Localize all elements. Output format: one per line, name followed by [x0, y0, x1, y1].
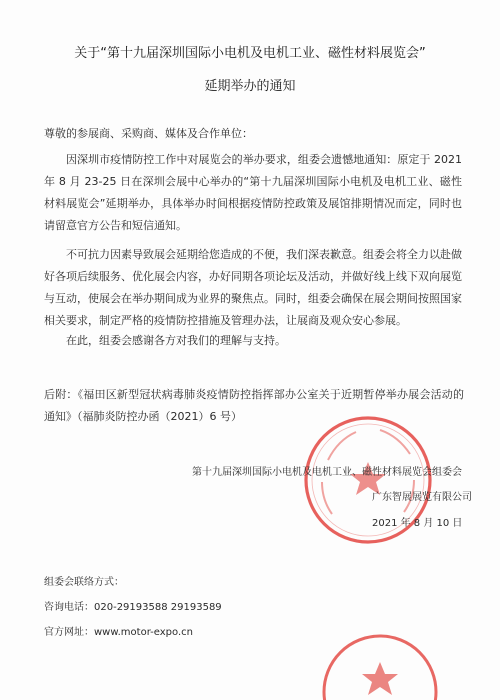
- paragraph-postponement: 因深圳市疫情防控工作中对展览会的举办要求，组委会遗憾地通知：原定于 2021 年 8 月 23-25 日在深圳会展中心举办的“第十九届深圳国际小电机及电机工业、磁性材料展览会”延期举办，具体举办时间根据疫情防控政策及展馆排期情况而定，同时也请留意官方公告和短信通知。: [44, 153, 462, 232]
- attachment-note: 后附：《福田区新型冠状病毒肺炎疫情防控指挥部办公室关于近期暂停举办展会活动的通知》（福肺炎防控办函（2021）6 号）: [44, 388, 464, 423]
- contact-website: 官方网址：www.motor-expo.cn: [44, 627, 193, 638]
- notice-title-line1: 关于“第十九届深圳国际小电机及电机工业、磁性材料展览会”: [74, 46, 426, 61]
- contact-heading: 组委会联络方式：: [44, 577, 124, 588]
- signature-organizer: 第十九届深圳国际小电机及电机工业、磁性材料展览会组委会: [192, 467, 462, 478]
- contact-phone: 咨询电话：020-29193588 29193589: [44, 602, 222, 613]
- signature-company: 广东智展展览有限公司: [372, 492, 472, 503]
- salutation: 尊敬的参展商、采购商、媒体及合作单位：: [44, 127, 253, 140]
- signature-date: 2021 年 8 月 10 日: [372, 518, 463, 529]
- paragraph-thanks: 在此，组委会感谢各方对我们的理解与支持。: [66, 334, 286, 347]
- notice-title-line2: 延期举办的通知: [204, 79, 296, 94]
- paragraph-apology: 不可抗力因素导致展会延期给您造成的不便，我们深表歉意。组委会将全力以赴做好各项后续服务、优化展会内容，办好同期各项论坛及活动，并做好线上线下双向展览与互动，使展会在举办期间成为业界的聚焦点。同时，组委会确保在展会期间按照国家相关要求，制定严格的疫情防控措施及管理办法，让展商及观众安心参展。: [44, 248, 462, 327]
- partial-seal-icon: [320, 628, 440, 700]
